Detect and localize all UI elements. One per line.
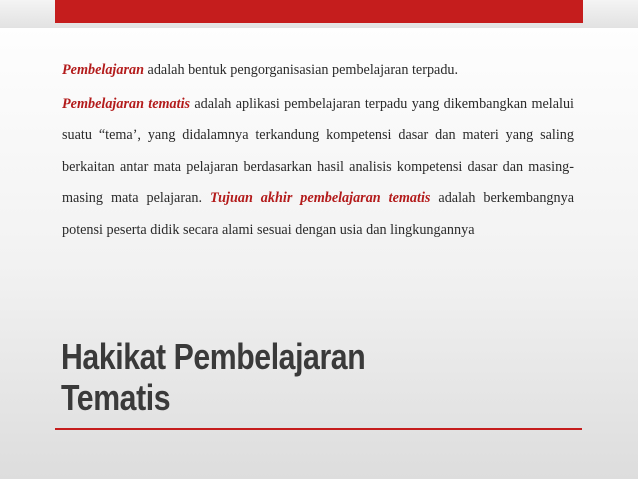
definition-paragraph bbox=[62, 55, 574, 87]
term-tujuan-akhir: Tujuan akhir pembelajaran tematis bbox=[209, 190, 431, 206]
accent-bar bbox=[55, 0, 583, 23]
body-text bbox=[62, 55, 574, 246]
term-pembelajaran: Pembelajaran bbox=[62, 62, 144, 78]
title-underline bbox=[55, 428, 582, 430]
thematic-paragraph bbox=[62, 89, 574, 247]
slide-title-line-2: Tematis bbox=[61, 377, 171, 418]
definition-text: adalah bentuk pengorganisasian pembelajaran terpadu. bbox=[143, 62, 459, 78]
thematic-text-2: adalah berkembangnya potensi peserta didik secara alami sesuai dengan usia dan lingkungannya bbox=[62, 190, 574, 238]
slide-title-line-1: Hakikat Pembelajaran bbox=[61, 336, 366, 377]
slide-title bbox=[61, 336, 365, 418]
thematic-text-1: adalah aplikasi pembelajaran terpadu yang dikembangkan melalui suatu “tema’, yang didalamnya terkandung kompetensi dasar dan materi yang saling berkaitan antar mata pelajaran berdasarkan hasil analisis kompetensi dasar dan masing-masing mata pelajaran. bbox=[62, 95, 574, 206]
term-pembelajaran-tematis: Pembelajaran tematis bbox=[62, 95, 191, 112]
